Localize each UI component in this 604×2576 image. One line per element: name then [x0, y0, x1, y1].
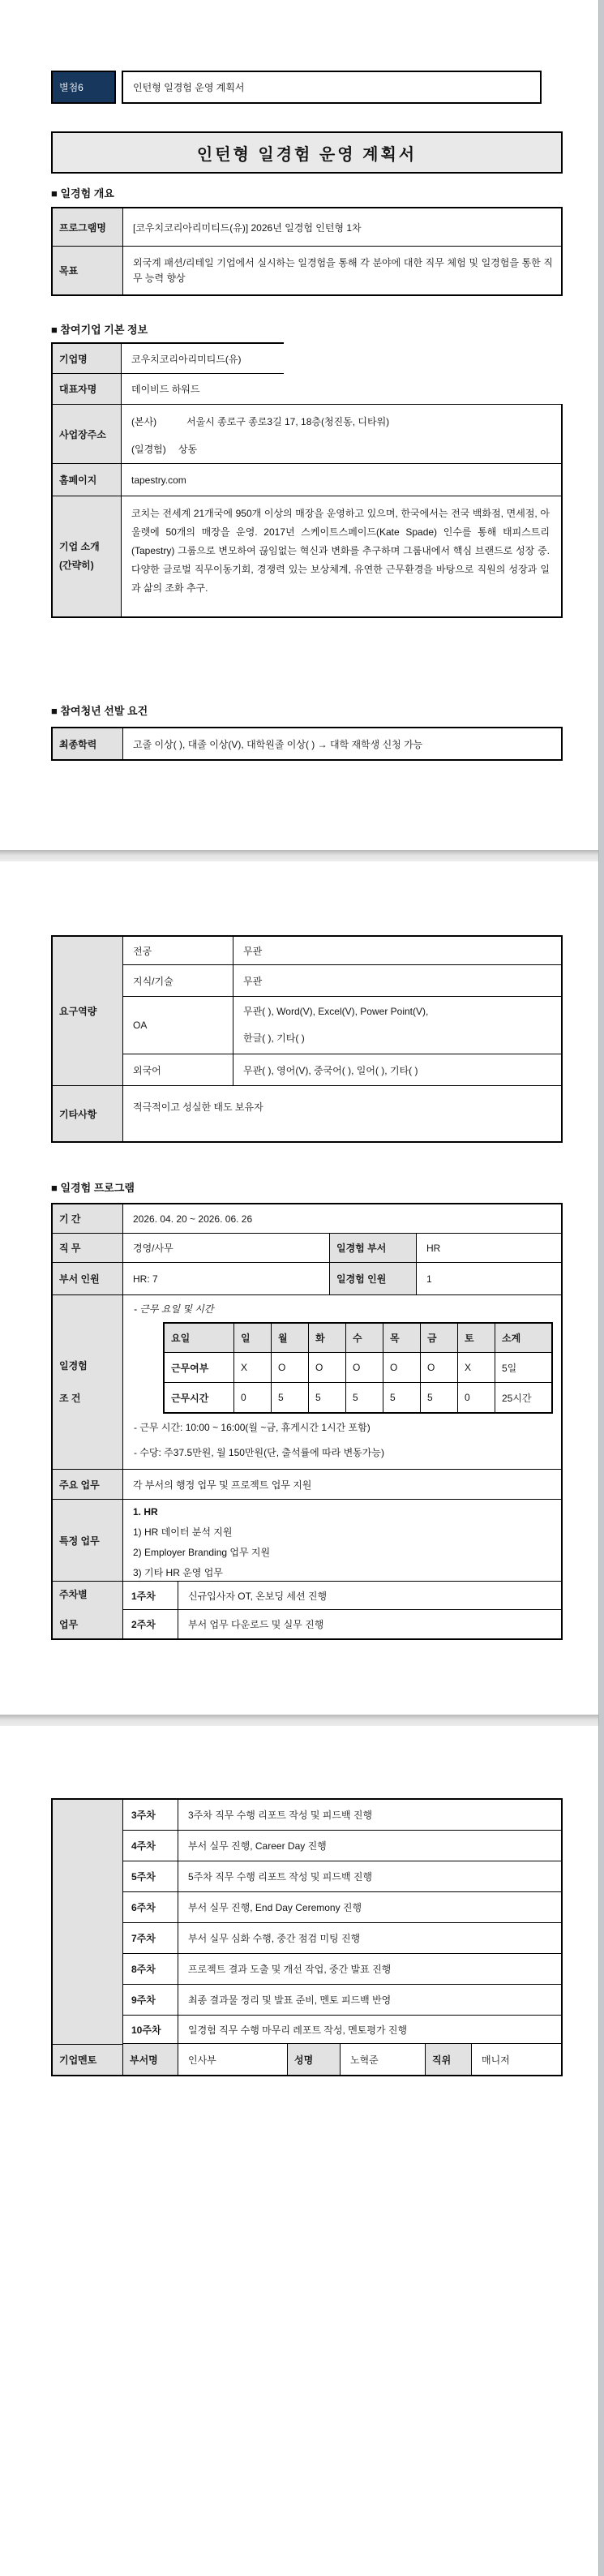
intern-count-value: 1	[417, 1263, 561, 1295]
schedule-header-day: 요일	[165, 1324, 234, 1353]
company-address-value	[122, 404, 563, 464]
capability-etc-label: 기타사항	[53, 1086, 123, 1141]
program-table-continued	[51, 1798, 563, 2076]
weekly-label-line1: 주차별	[59, 1589, 88, 1600]
address-hq-line	[131, 414, 389, 428]
overview-table	[51, 207, 563, 296]
week4-label: 4주차	[123, 1831, 178, 1861]
condition-label	[53, 1295, 123, 1470]
company-intro-label-line1: 기업 소개	[59, 541, 100, 552]
schedule-hours-sun: 0	[234, 1383, 272, 1412]
program-name-label: 프로그램명	[53, 208, 123, 247]
company-intro-text: 코치는 전세계 21개국에 950개 이상의 매장을 운영하고 있으며, 한국에서는 전국 백화점, 면세점, 아울렛에 50개의 매장을 운영. 2017년 스케이트스페이드(Kate Spade) 인수를 통해 태피스트리(Tapestry) 그룹으로 변모하여 끊임없는 혁신과 변화를 추구하며 그룹내에서 핵심 브랜드로 성장 중. 다양한 글로벌 직무이동기회, 경쟁력 있는 보상체계, 유연한 근무환경을 바탕으로 직원의 성장과 일과 삶의 조화 추구.	[131, 508, 550, 594]
document-title-box	[51, 131, 563, 174]
week3-desc: 3주차 직무 수행 리포트 작성 및 피드백 진행	[178, 1800, 561, 1831]
attachment-tag	[51, 71, 116, 104]
week9-label: 9주차	[123, 1985, 178, 2016]
capability-row-oa-label: OA	[123, 997, 233, 1054]
schedule-hours-mon: 5	[272, 1383, 309, 1412]
education-value: 고졸 이상( ), 대졸 이상(V), 대학원졸 이상( ) → 대학 재학생 신청 가능	[133, 738, 423, 750]
company-intro-label-line2: (간략히)	[59, 560, 94, 571]
week6-label: 6주차	[123, 1892, 178, 1923]
company-name-value: 코우치코리아리미티드(유)	[131, 353, 242, 365]
schedule-hours-fri: 5	[421, 1383, 458, 1412]
schedule-workday-subtotal: 5일	[495, 1353, 551, 1383]
program-table	[51, 1203, 563, 1640]
week10-desc: 일경험 직무 수행 마무리 레포트 작성, 멘토평가 진행	[178, 2016, 561, 2044]
week1-desc: 신규입사자 OT, 온보딩 세션 진행	[178, 1582, 561, 1610]
week7-label: 7주차	[123, 1923, 178, 1954]
specific-task-line4: 3) 기타 HR 운영 업무	[133, 1567, 223, 1578]
address-exp-tag: (일경험)	[131, 444, 166, 455]
attachment-doc-name: 인턴형 일경험 운영 계획서	[133, 82, 245, 93]
program-heading: ■ 일경험 프로그램	[51, 1182, 135, 1194]
week2-desc: 부서 업무 다운로드 및 실무 진행	[188, 1619, 324, 1630]
capability-table	[51, 935, 563, 1143]
main-task-label: 주요 업무	[53, 1470, 123, 1500]
week10-label: 10주차	[123, 2016, 178, 2044]
goal-value: 외국계 패션/리테일 기업에서 실시하는 일경험을 통해 각 분야에 대한 직무 체험 및 일경험을 통한 직무 능력 향상	[133, 256, 553, 284]
company-website-label: 홈페이지	[53, 464, 122, 496]
capability-group-label: 요구역량	[53, 937, 123, 1086]
schedule-header-subtotal: 소계	[495, 1324, 551, 1353]
mentor-dept-value: 인사부	[178, 2044, 288, 2075]
specific-task-line3: 2) Employer Branding 업무 지원	[133, 1547, 271, 1558]
specific-task-line2: 1) HR 데이터 분석 지원	[133, 1526, 233, 1538]
week5-desc: 5주차 직무 수행 리포트 작성 및 피드백 진행	[178, 1861, 561, 1892]
mentor-name-value: 노혁준	[341, 2044, 426, 2075]
condition-note-hours: - 근무 시간: 10:00 ~ 16:00(월 ~금, 휴게시간 1시간 포함)	[134, 1422, 371, 1433]
viewer-right-edge	[598, 0, 604, 2576]
schedule-hours-subtotal: 25시간	[502, 1392, 532, 1404]
table-line	[51, 616, 563, 618]
schedule-workday-wed: O	[346, 1353, 383, 1383]
condition-note-pay: - 수당: 주37.5만원, 월 150만원(단, 출석률에 따라 변동가능)	[134, 1447, 384, 1458]
page-separator	[0, 850, 599, 861]
education-label: 최종학력	[53, 728, 123, 759]
mentor-dept-label: 부서명	[123, 2044, 178, 2075]
schedule-hours-thu: 5	[383, 1383, 421, 1412]
capability-row-major-label: 전공	[123, 937, 233, 965]
company-website-value: tapestry.com	[122, 464, 563, 496]
address-exp-value: 상동	[178, 444, 198, 455]
company-intro-cell	[122, 496, 563, 616]
oa-value-line1: 무관( ), Word(V), Excel(V), Power Point(V),	[243, 1006, 429, 1017]
capability-row-knowledge-label: 지식/기술	[123, 965, 233, 997]
page-separator	[0, 1715, 599, 1726]
company-intro-label	[53, 496, 122, 616]
company-heading: ■ 참여기업 기본 정보	[51, 324, 148, 336]
capability-row-knowledge-value: 무관	[233, 965, 561, 997]
schedule-header-wed: 수	[346, 1324, 383, 1353]
address-exp-line	[131, 442, 197, 456]
period-value: 2026. 04. 20 ~ 2026. 06. 26	[123, 1204, 561, 1234]
address-hq-tag: (본사)	[131, 416, 157, 427]
week6-desc: 부서 실무 진행, End Day Ceremony 진행	[178, 1892, 561, 1923]
attachment-tag-label: 별첨6	[59, 82, 84, 93]
week1-label: 1주차	[123, 1582, 178, 1610]
document-title: 인턴형 일경험 운영 계획서	[196, 145, 418, 164]
week2-label: 2주차	[123, 1610, 178, 1638]
schedule-workday-fri: O	[421, 1353, 458, 1383]
headcount-value: HR: 7	[123, 1263, 330, 1295]
capability-row-language-value: 무관( ), 영어(V), 중국어( ), 일어( ), 기타( )	[233, 1054, 561, 1086]
headcount-label: 부서 인원	[53, 1263, 123, 1295]
goal-label: 목표	[53, 247, 123, 294]
condition-intro-note: - 근무 요일 및 시간	[134, 1303, 214, 1315]
program-name-value: [코우치코리아리미티드(유)] 2026년 일경험 인턴형 1차	[123, 208, 561, 247]
schedule-hours-tue: 5	[309, 1383, 346, 1412]
schedule-workday-tue: O	[309, 1353, 346, 1383]
weekly-label-line2: 업무	[59, 1619, 79, 1630]
specific-task-cell	[123, 1500, 561, 1582]
mentor-row-label: 기업멘토	[59, 2054, 97, 2066]
capability-etc-value: 적극적이고 성실한 태도 보유자	[133, 1101, 263, 1113]
week8-desc: 프로젝트 결과 도출 및 개선 작업, 중간 발표 진행	[178, 1954, 561, 1985]
capability-row-language-label: 외국어	[123, 1054, 233, 1086]
specific-task-label: 특정 업무	[53, 1500, 123, 1582]
attachment-title-box	[122, 71, 542, 104]
schedule-workday-mon: O	[272, 1353, 309, 1383]
schedule-workday-sun: X	[234, 1353, 272, 1383]
schedule-hours-sat: 0	[458, 1383, 495, 1412]
week4-desc: 부서 실무 진행, Career Day 진행	[178, 1831, 561, 1861]
company-name-label: 기업명	[53, 344, 122, 373]
dept-value: HR	[417, 1234, 561, 1263]
week3-label: 3주차	[123, 1800, 178, 1831]
mentor-title-label: 직위	[426, 2044, 472, 2075]
job-label: 직 무	[53, 1234, 123, 1263]
schedule-header-thu: 목	[383, 1324, 421, 1353]
schedule-header-sat: 토	[458, 1324, 495, 1353]
company-ceo-value: 데이비드 하워드	[131, 384, 200, 395]
mentor-name-label: 성명	[288, 2044, 341, 2075]
schedule-header-tue: 화	[309, 1324, 346, 1353]
schedule-header-mon: 월	[272, 1324, 309, 1353]
schedule-header-fri: 금	[421, 1324, 458, 1353]
capability-row-major-value: 무관	[233, 937, 561, 965]
dept-label: 일경험 부서	[330, 1234, 417, 1263]
condition-label-line1: 일경험	[59, 1360, 88, 1372]
week7-desc: 부서 실무 심화 수행, 중간 점검 미팅 진행	[178, 1923, 561, 1954]
specific-task-line1: 1. HR	[133, 1506, 158, 1518]
condition-label-line2: 조 건	[59, 1393, 81, 1404]
week8-label: 8주차	[123, 1954, 178, 1985]
schedule-hours-label: 근무시간	[165, 1383, 234, 1412]
week5-label: 5주차	[123, 1861, 178, 1892]
schedule-workday-sat: X	[458, 1353, 495, 1383]
main-task-value: 각 부서의 행정 업무 및 프로젝트 업무 지원	[123, 1470, 561, 1500]
schedule-workday-label: 근무여부	[165, 1353, 234, 1383]
job-value: 경영/사무	[123, 1234, 330, 1263]
capability-row-oa-value	[233, 997, 561, 1054]
week9-desc: 최종 결과물 정리 및 발표 준비, 멘토 피드백 반영	[178, 1985, 561, 2016]
schedule-hours-wed: 5	[346, 1383, 383, 1412]
company-address-label: 사업장주소	[53, 404, 122, 464]
company-ceo-label: 대표자명	[53, 374, 122, 404]
oa-value-line2: 한글( ), 기타( )	[243, 1033, 305, 1044]
address-hq-value: 서울시 종로구 종로3길 17, 18층(청진동, 디타워)	[186, 416, 390, 427]
selection-heading: ■ 참여청년 선발 요건	[51, 705, 148, 717]
condition-cell	[123, 1295, 561, 1470]
program-label-column-continued	[53, 1800, 123, 2075]
weekly-task-label	[53, 1582, 123, 1638]
period-label: 기 간	[53, 1204, 123, 1234]
schedule-table	[163, 1322, 553, 1414]
company-table	[51, 342, 563, 618]
selection-table	[51, 727, 563, 761]
mentor-title-value: 매니저	[482, 2054, 510, 2066]
overview-heading: ■ 일경험 개요	[51, 187, 114, 200]
intern-count-label: 일경험 인원	[330, 1263, 417, 1295]
schedule-workday-thu: O	[383, 1353, 421, 1383]
schedule-header-sun: 일	[234, 1324, 272, 1353]
